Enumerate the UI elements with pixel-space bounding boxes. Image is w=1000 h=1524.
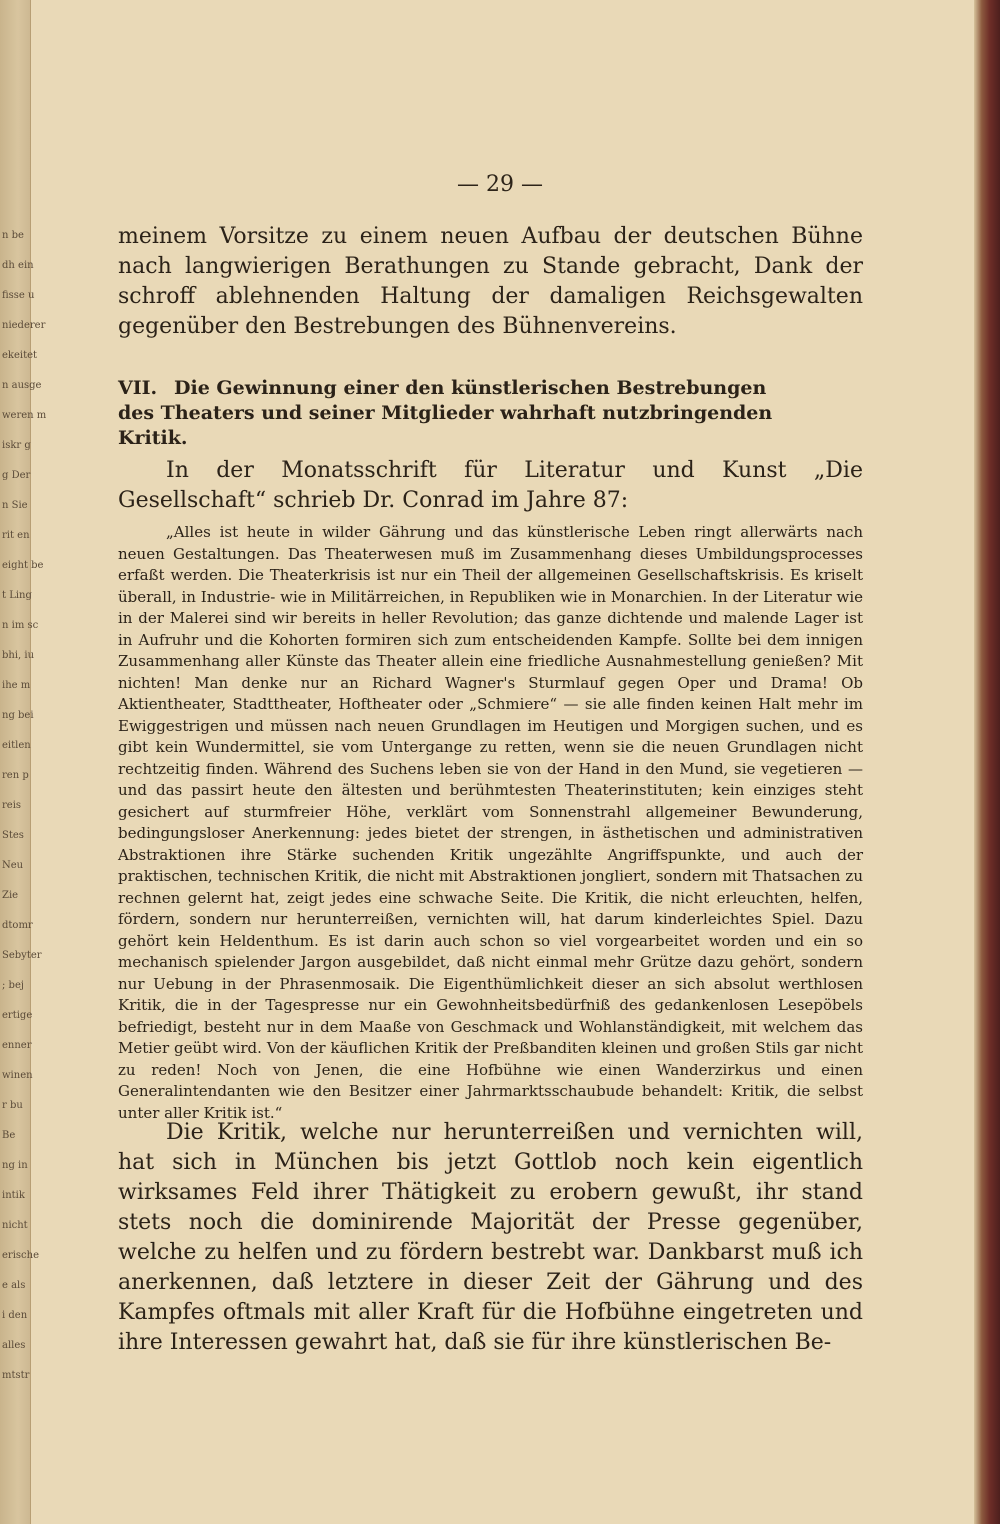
margin-fragment: winen [2,1070,33,1081]
margin-fragment: t Ling [2,590,32,601]
margin-fragment: Be [2,1130,16,1141]
margin-fragment: eitlen [2,740,31,751]
margin-fragment: ren p [2,770,29,781]
margin-fragment: enner [2,1040,32,1051]
margin-fragment: fisse u [2,290,35,301]
closing-paragraph: Die Kritik, welche nur herunterreißen und vernichten will, hat sich in München bis jetzt Gottlob noch kein eigentlich wirksames Feld ihrer Thätigkeit zu erobern gewußt, ihr stand stets noch die dominirende Majorität der Presse gegenüber, welche zu helfen und zu fördern bestrebt war. Dankbarst muß ich anerkennen, daß letztere in dieser Zeit der Gährung und des Kampfes oftmals mit aller Kraft für die Hofbühne eingetreten und ihre Interessen gewahrt hat, daß sie für ihre künstlerischen Be- [118,1120,863,1355]
margin-fragment: ertige [2,1010,33,1021]
margin-fragment: n Sie [2,500,28,511]
closing-paragraph-block [118,1118,863,1358]
page-number: — 29 — [457,172,543,197]
margin-fragment: e als [2,1280,26,1291]
margin-fragment: Sebyter [2,950,42,961]
book-binding-edge [974,0,1000,1524]
margin-fragment: Zie [2,890,19,901]
previous-page-edge [0,0,47,1524]
margin-fragment: nicht [2,1220,28,1231]
margin-fragment: mtstr [2,1370,30,1381]
margin-fragment: ng in [2,1160,28,1171]
section-title: Die Gewinnung einer den künstlerischen Bestrebungen des Theaters und seiner Mitglieder wahrhaft nutzbringenden Kritik. [118,377,773,449]
margin-fragment: niederer [2,320,46,331]
margin-fragment: iskr g [2,440,31,451]
margin-fragment: rit en [2,530,30,541]
margin-fragment: g Der [2,470,31,481]
margin-fragment: ng bei [2,710,34,721]
margin-fragment: weren m [2,410,47,421]
margin-fragment: n be [2,230,24,241]
section-heading [118,376,790,451]
margin-fragment: Stes [2,830,24,841]
margin-fragment: bhi, iu [2,650,35,661]
margin-fragment: n im sc [2,620,39,631]
lead-paragraph-block [118,456,863,516]
margin-fragment: alles [2,1340,26,1351]
section-heading-text [118,376,790,451]
quotation-block [118,522,863,1124]
margin-fragment: reis [2,800,22,811]
margin-fragment: eight be [2,560,44,571]
margin-fragment: r bu [2,1100,23,1111]
margin-fragment: erische [2,1250,39,1261]
intro-paragraph: meinem Vorsitze zu einem neuen Aufbau der deutschen Bühne nach langwierigen Berathungen zu Stande gebracht, Dank der schroff ablehnenden Haltung der damaligen Reichsgewalten gegenüber den Bestrebungen des Bühnenvereins. [118,224,863,339]
section-number: VII. [118,377,158,399]
margin-fragment: ihe m [2,680,31,691]
quotation: „Alles ist heute in wilder Gährung und das künstlerische Leben ringt allerwärts nach neuen Gestaltungen. Das Theaterwesen muß im Zusammenhang dieses Umbildungsprocesses erfaßt werden. Die Theaterkrisis ist nur ein Theil der allgemeinen Gesellschaftskrisis. Es kriselt überall, in Industrie- wie in Militärreichen, in Republiken wie in Monarchien. In der Literatur wie in der Malerei sind wir bereits in heller Revolution; das ganze dichtende und malende Lager ist in Aufruhr und die Kohorten formiren sich zum entscheidenden Kampfe. Sollte bei dem innigen Zusammenhang aller Künste das Theater allein eine friedliche Ausnahmestellung genießen? Mit nichten! Man denke nur an Richard Wagner's Sturmlauf gegen Oper und Drama! Ob Aktientheater, Stadttheater, Hoftheater oder „Schmiere“ — sie alle finden keinen Halt mehr im Ewiggestrigen und müssen nach neuen Grundlagen im Heutigen und Morgigen suchen, und es gibt kein Wundermittel, sie vom Untergange zu retten, wenn sie die neuen Grundlagen nicht rechtzeitig finden. Während des Suchens leben sie von der Hand in den Mund, sie vegetieren — und das passirt heute den ältesten und berühmtesten Theaterinstituten; kein einziges steht gesichert auf sturmfreier Höhe, verklärt vom Sonnenstrahl allgemeiner Bewunderung, bedingungsloser Anerkennung: jedes bietet der strengen, in ästhetischen und administrativen Abstraktionen ihre Stärke suchenden Kritik ungezählte Angriffspunkte, und auch der praktischen, technischen Kritik, die nicht mit Abstraktionen jongliert, sondern mit Thatsachen zu rechnen gelernt hat, zeigt jedes eine schwache Seite. Die Kritik, die nicht erleuchten, helfen, fördern, sondern nur herunterreißen, vernichten will, hat darum kinderleichtes Spiel. Dazu gehört kein Heldenthum. Es ist darin auch schon so viel vorgearbeitet worden und ein so mechanisch spielender Jargon ausgebildet, daß nicht einmal mehr Grütze dazu gehört, sondern nur Uebung in der Phrasenmosaik. Die Eigenthümlichkeit dieser an sich absolut werthlosen Kritik, die in der Tagespresse nur ein Gewohnheitsbedürfniß des gedankenlosen Lesepöbels befriedigt, besteht nur in dem Maaße von Geschmack und Wohlanständigkeit, mit welchem das Metier geübt wird. Von der käuflichen Kritik der Preßbanditen kleinen und großen Stils gar nicht zu reden! Noch von Jenen, die eine Hofbühne wie einen Wanderzirkus und einen Generalintendanten wie den Besitzer einer Jahrmarktsschaubude behandelt: Kritik, die selbst unter aller Kritik ist.“ [118,523,863,1122]
intro-paragraph-block [118,222,863,342]
margin-fragment: i den [2,1310,28,1321]
margin-fragment: Neu [2,860,24,871]
lead-paragraph: In der Monatsschrift für Literatur und Kunst „Die Gesellschaft“ schrieb Dr. Conrad im Jahre 87: [118,458,863,513]
margin-fragment: ekeitet [2,350,38,361]
margin-fragment: dh ein [2,260,34,271]
margin-fragment: n ausge [2,380,42,391]
margin-fragment: ; bej [2,980,24,991]
margin-fragment: intik [2,1190,25,1201]
margin-fragment: dtomr [2,920,33,931]
